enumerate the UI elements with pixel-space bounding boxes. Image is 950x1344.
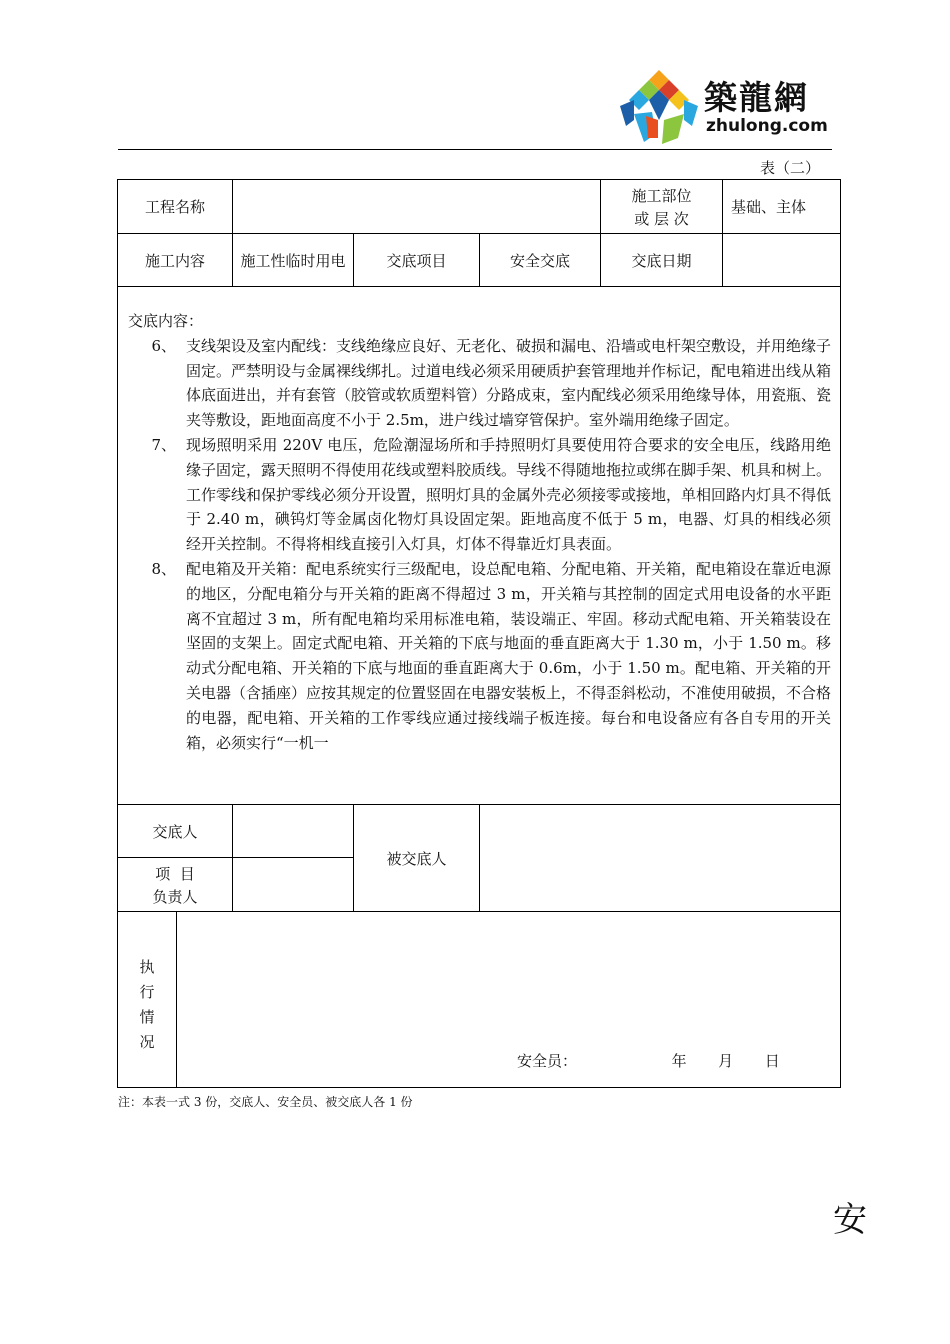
location-label-line-2: 或 层 次 — [634, 209, 689, 228]
logo-chinese-text: 築龍網 — [704, 78, 809, 117]
execution-label-char: 况 — [139, 1032, 155, 1051]
discloser-label: 交底人 — [118, 805, 233, 858]
project-manager-label — [118, 858, 233, 912]
disclosure-heading: 交底内容： — [128, 312, 204, 330]
discloser-row — [118, 805, 841, 858]
disclosure-item-label: 交底项目 — [354, 234, 480, 287]
disclosure-form-table — [117, 179, 841, 1088]
footnote: 注：本表一式 3 份，交底人、安全员、被交底人各 1 份 — [118, 1095, 413, 1109]
safety-officer-sign-line — [517, 1050, 780, 1071]
construction-location-value[interactable]: 基础、主体 — [723, 180, 841, 234]
construction-location-label — [601, 180, 723, 234]
safety-officer-label: 安全员： — [517, 1052, 578, 1070]
pm-label-line-2: 负责人 — [152, 887, 198, 906]
disclosure-item-value[interactable]: 安全交底 — [480, 234, 601, 287]
execution-label-char: 行 — [139, 982, 155, 1001]
item-number: 8、 — [151, 559, 176, 578]
content-row — [118, 234, 841, 287]
construction-content-value[interactable]: 施工性临时用电 — [233, 234, 354, 287]
discloser-signature-field[interactable] — [233, 805, 354, 858]
execution-label — [118, 912, 177, 1088]
year-label: 年 — [671, 1052, 687, 1070]
item-number: 6、 — [151, 336, 176, 355]
disclosure-item — [128, 557, 831, 755]
cube-logo-icon — [618, 68, 700, 146]
construction-content-label: 施工内容 — [118, 234, 233, 287]
receiver-label: 被交底人 — [354, 805, 480, 912]
project-row — [118, 180, 841, 234]
execution-label-char: 执 — [139, 957, 155, 976]
project-name-field[interactable] — [233, 180, 601, 234]
execution-content-field[interactable] — [177, 912, 841, 1088]
project-name-label: 工程名称 — [118, 180, 233, 234]
execution-label-char: 情 — [139, 1007, 155, 1026]
disclosure-item — [128, 334, 831, 433]
table-number-label: 表（二） — [760, 159, 821, 177]
page-corner-char: 安 — [833, 1200, 867, 1240]
item-text: 支线架设及室内配线：支线绝缘应良好、无老化、破损和漏电、沿墙或电杆架空敷设，并用绝缘子固定。严禁明设与金属裸线绑扎。过道电线必须采用硬质护套管理地并作标记，配电箱进出线从箱体底面进出，并有套管（胶管或软质塑料管）分路成束，室内配线必须采用绝缘导体，用瓷瓶、瓷夹等敷设，距地面高度不小于 2.5m，进户线过墙穿管保护。室外端用绝缘子固定。 — [186, 336, 832, 430]
disclosure-date-label: 交底日期 — [601, 234, 723, 287]
item-text: 配电箱及开关箱：配电系统实行三级配电，设总配电箱、分配电箱、开关箱，配电箱设在靠近电源的地区，分配电箱分与开关箱的距离不得超过 3 m，开关箱与其控制的固定式用电设备的水平距离不宜超过 3 m，所有配电箱均采用标准电箱，装设端正、牢固。移动式配电箱、开关箱装设在坚固的支架上。固定式配电箱、开关箱的下底与地面的垂直距离大于 1.30 m，小于 1.50 m。移动式分配电箱、开关箱的下底与地面的垂直距离大于 0.6m，小于 1.50 m。配电箱、开关箱的开关电器（含插座）应按其规定的位置竖固在电器安装板上，不得歪斜松动，不准使用破损，不合格的电器，配电箱、开关箱的工作零线应通过接线端子板连接。每台和电设备应有各自专用的开关箱，必须实行“一机一 — [186, 559, 832, 752]
logo-english-text: zhulong.com — [706, 116, 828, 136]
location-label-line-1: 施工部位 — [631, 186, 692, 205]
disclosure-content-cell — [118, 287, 841, 805]
disclosure-item — [128, 433, 831, 557]
receiver-signature-field[interactable] — [480, 805, 841, 912]
header-rule — [118, 149, 832, 150]
day-label: 日 — [764, 1052, 780, 1070]
execution-row — [118, 912, 841, 1088]
item-number: 7、 — [151, 435, 176, 454]
zhulong-logo — [618, 68, 833, 146]
month-label: 月 — [718, 1052, 734, 1070]
disclosure-content-row — [118, 287, 841, 805]
project-manager-signature-field[interactable] — [233, 858, 354, 912]
item-text: 现场照明采用 220V 电压，危险潮湿场所和手持照明灯具要使用符合要求的安全电压，线路用绝缘子固定，露天照明不得使用花线或塑料胶质线。导线不得随地拖拉或绑在脚手架、机具和树上。工作零线和保护零线必须分开设置，照明灯具的金属外壳必须接零或接地，单相回路内灯具不得低于 2.40 m，碘钨灯等金属卤化物灯具设固定架。距地高度不低于 5 m，电器、灯具的相线必须经开关控制。不得将相线直接引入灯具，灯体不得靠近灯具表面。 — [186, 435, 832, 554]
pm-label-line-1: 项 目 — [155, 864, 195, 883]
disclosure-date-field[interactable] — [723, 234, 841, 287]
